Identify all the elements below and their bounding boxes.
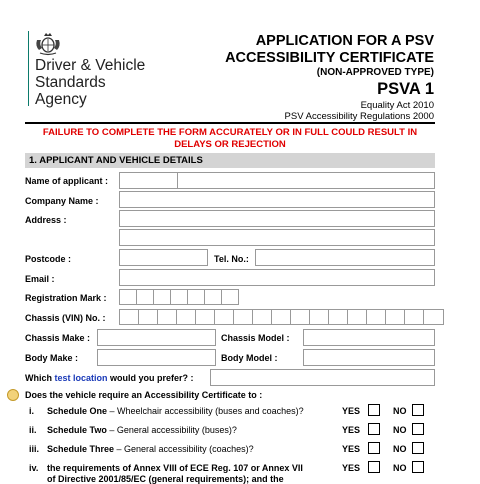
yes-label: YES [342, 444, 361, 454]
yes-label: YES [342, 463, 361, 473]
vin-cell[interactable] [385, 309, 405, 325]
company-name-label: Company Name : [25, 196, 99, 206]
option-number: ii. [29, 425, 37, 435]
body-model-label: Body Model : [221, 353, 278, 363]
option-schedule-three: Schedule Three – General accessibility (coaches)? [47, 444, 254, 454]
agency-name: Driver & Vehicle Standards Agency [35, 57, 146, 108]
registration-mark-cells [119, 289, 239, 305]
option-number: iii. [29, 444, 40, 454]
chassis-model-field[interactable] [303, 329, 435, 346]
tel-label: Tel. No.: [214, 254, 249, 264]
schedule-two-yes-checkbox[interactable] [368, 423, 380, 435]
form-code: PSVA 1 [377, 80, 434, 98]
yes-label: YES [342, 425, 361, 435]
email-label: Email : [25, 274, 55, 284]
chassis-make-label: Chassis Make : [25, 333, 91, 343]
reg-cell[interactable] [204, 289, 222, 305]
annex-no-checkbox[interactable] [412, 461, 424, 473]
reg-cell[interactable] [153, 289, 171, 305]
legislation-2: PSV Accessibility Regulations 2000 [284, 111, 434, 122]
schedule-one-no-checkbox[interactable] [412, 404, 424, 416]
reg-cell[interactable] [187, 289, 205, 305]
option-annex-requirements: the requirements of Annex VIII of ECE Reg. 107 or Annex VII of Directive 2001/85/EC (general requirements); and the [47, 463, 303, 484]
comment-marker-icon[interactable] [7, 389, 19, 401]
no-label: NO [393, 425, 407, 435]
postcode-field[interactable] [119, 249, 208, 266]
applicant-name-field[interactable] [177, 172, 435, 189]
vin-cell[interactable] [214, 309, 234, 325]
accessibility-question: Does the vehicle require an Accessibility Certificate to : [25, 390, 263, 400]
form-title-line2: ACCESSIBILITY CERTIFICATE [225, 50, 434, 66]
chassis-vin-label: Chassis (VIN) No. : [25, 313, 106, 323]
test-location-field[interactable] [210, 369, 435, 386]
applicant-title-field[interactable] [119, 172, 178, 189]
reg-cell[interactable] [136, 289, 154, 305]
vin-cell[interactable] [252, 309, 272, 325]
option-schedule-two: Schedule Two – General accessibility (buses)? [47, 425, 237, 435]
test-location-question: Which test location would you prefer? : [25, 373, 194, 383]
no-label: NO [393, 406, 407, 416]
no-label: NO [393, 463, 407, 473]
vin-cell[interactable] [328, 309, 348, 325]
registration-mark-label: Registration Mark : [25, 293, 107, 303]
vin-cell[interactable] [423, 309, 444, 325]
legislation-1: Equality Act 2010 [360, 100, 434, 111]
option-schedule-one: Schedule One – Wheelchair accessibility (buses and coaches)? [47, 406, 304, 416]
applicant-name-label: Name of applicant : [25, 176, 109, 186]
reg-cell[interactable] [221, 289, 239, 305]
warning-text: FAILURE TO COMPLETE THE FORM ACCURATELY OR IN FULL COULD RESULT IN DELAYS OR REJECTION [42, 127, 418, 150]
form-subtitle: (NON-APPROVED TYPE) [316, 67, 434, 78]
vin-cell[interactable] [119, 309, 139, 325]
section-heading: 1. APPLICANT AND VEHICLE DETAILS [25, 153, 435, 168]
header-rule [25, 122, 435, 124]
form-title-line1: APPLICATION FOR A PSV [255, 33, 434, 49]
tel-field[interactable] [255, 249, 435, 266]
royal-crest-icon [33, 30, 63, 56]
vin-cell[interactable] [271, 309, 291, 325]
no-label: NO [393, 444, 407, 454]
address-label: Address : [25, 215, 67, 225]
body-make-label: Body Make : [25, 353, 79, 363]
vin-cell[interactable] [233, 309, 253, 325]
company-name-field[interactable] [119, 191, 435, 208]
vin-cell[interactable] [176, 309, 196, 325]
vin-cell[interactable] [157, 309, 177, 325]
postcode-label: Postcode : [25, 254, 72, 264]
annex-yes-checkbox[interactable] [368, 461, 380, 473]
reg-cell[interactable] [119, 289, 137, 305]
vin-cell[interactable] [138, 309, 158, 325]
vin-cell[interactable] [195, 309, 215, 325]
option-number: i. [29, 406, 35, 416]
vin-cell[interactable] [309, 309, 329, 325]
schedule-one-yes-checkbox[interactable] [368, 404, 380, 416]
vin-cell[interactable] [347, 309, 367, 325]
schedule-three-yes-checkbox[interactable] [368, 442, 380, 454]
logo-divider [28, 31, 29, 106]
address-line1-field[interactable] [119, 210, 435, 227]
vin-cell[interactable] [290, 309, 310, 325]
address-line2-field[interactable] [119, 229, 435, 246]
reg-cell[interactable] [170, 289, 188, 305]
chassis-vin-cells [119, 309, 444, 325]
body-make-field[interactable] [97, 349, 216, 366]
schedule-three-no-checkbox[interactable] [412, 442, 424, 454]
vin-cell[interactable] [366, 309, 386, 325]
email-field[interactable] [119, 269, 435, 286]
schedule-two-no-checkbox[interactable] [412, 423, 424, 435]
chassis-model-label: Chassis Model : [221, 333, 290, 343]
vin-cell[interactable] [404, 309, 424, 325]
test-location-link[interactable]: test location [54, 373, 108, 383]
option-number: iv. [29, 463, 39, 473]
chassis-make-field[interactable] [97, 329, 216, 346]
body-model-field[interactable] [303, 349, 435, 366]
yes-label: YES [342, 406, 361, 416]
